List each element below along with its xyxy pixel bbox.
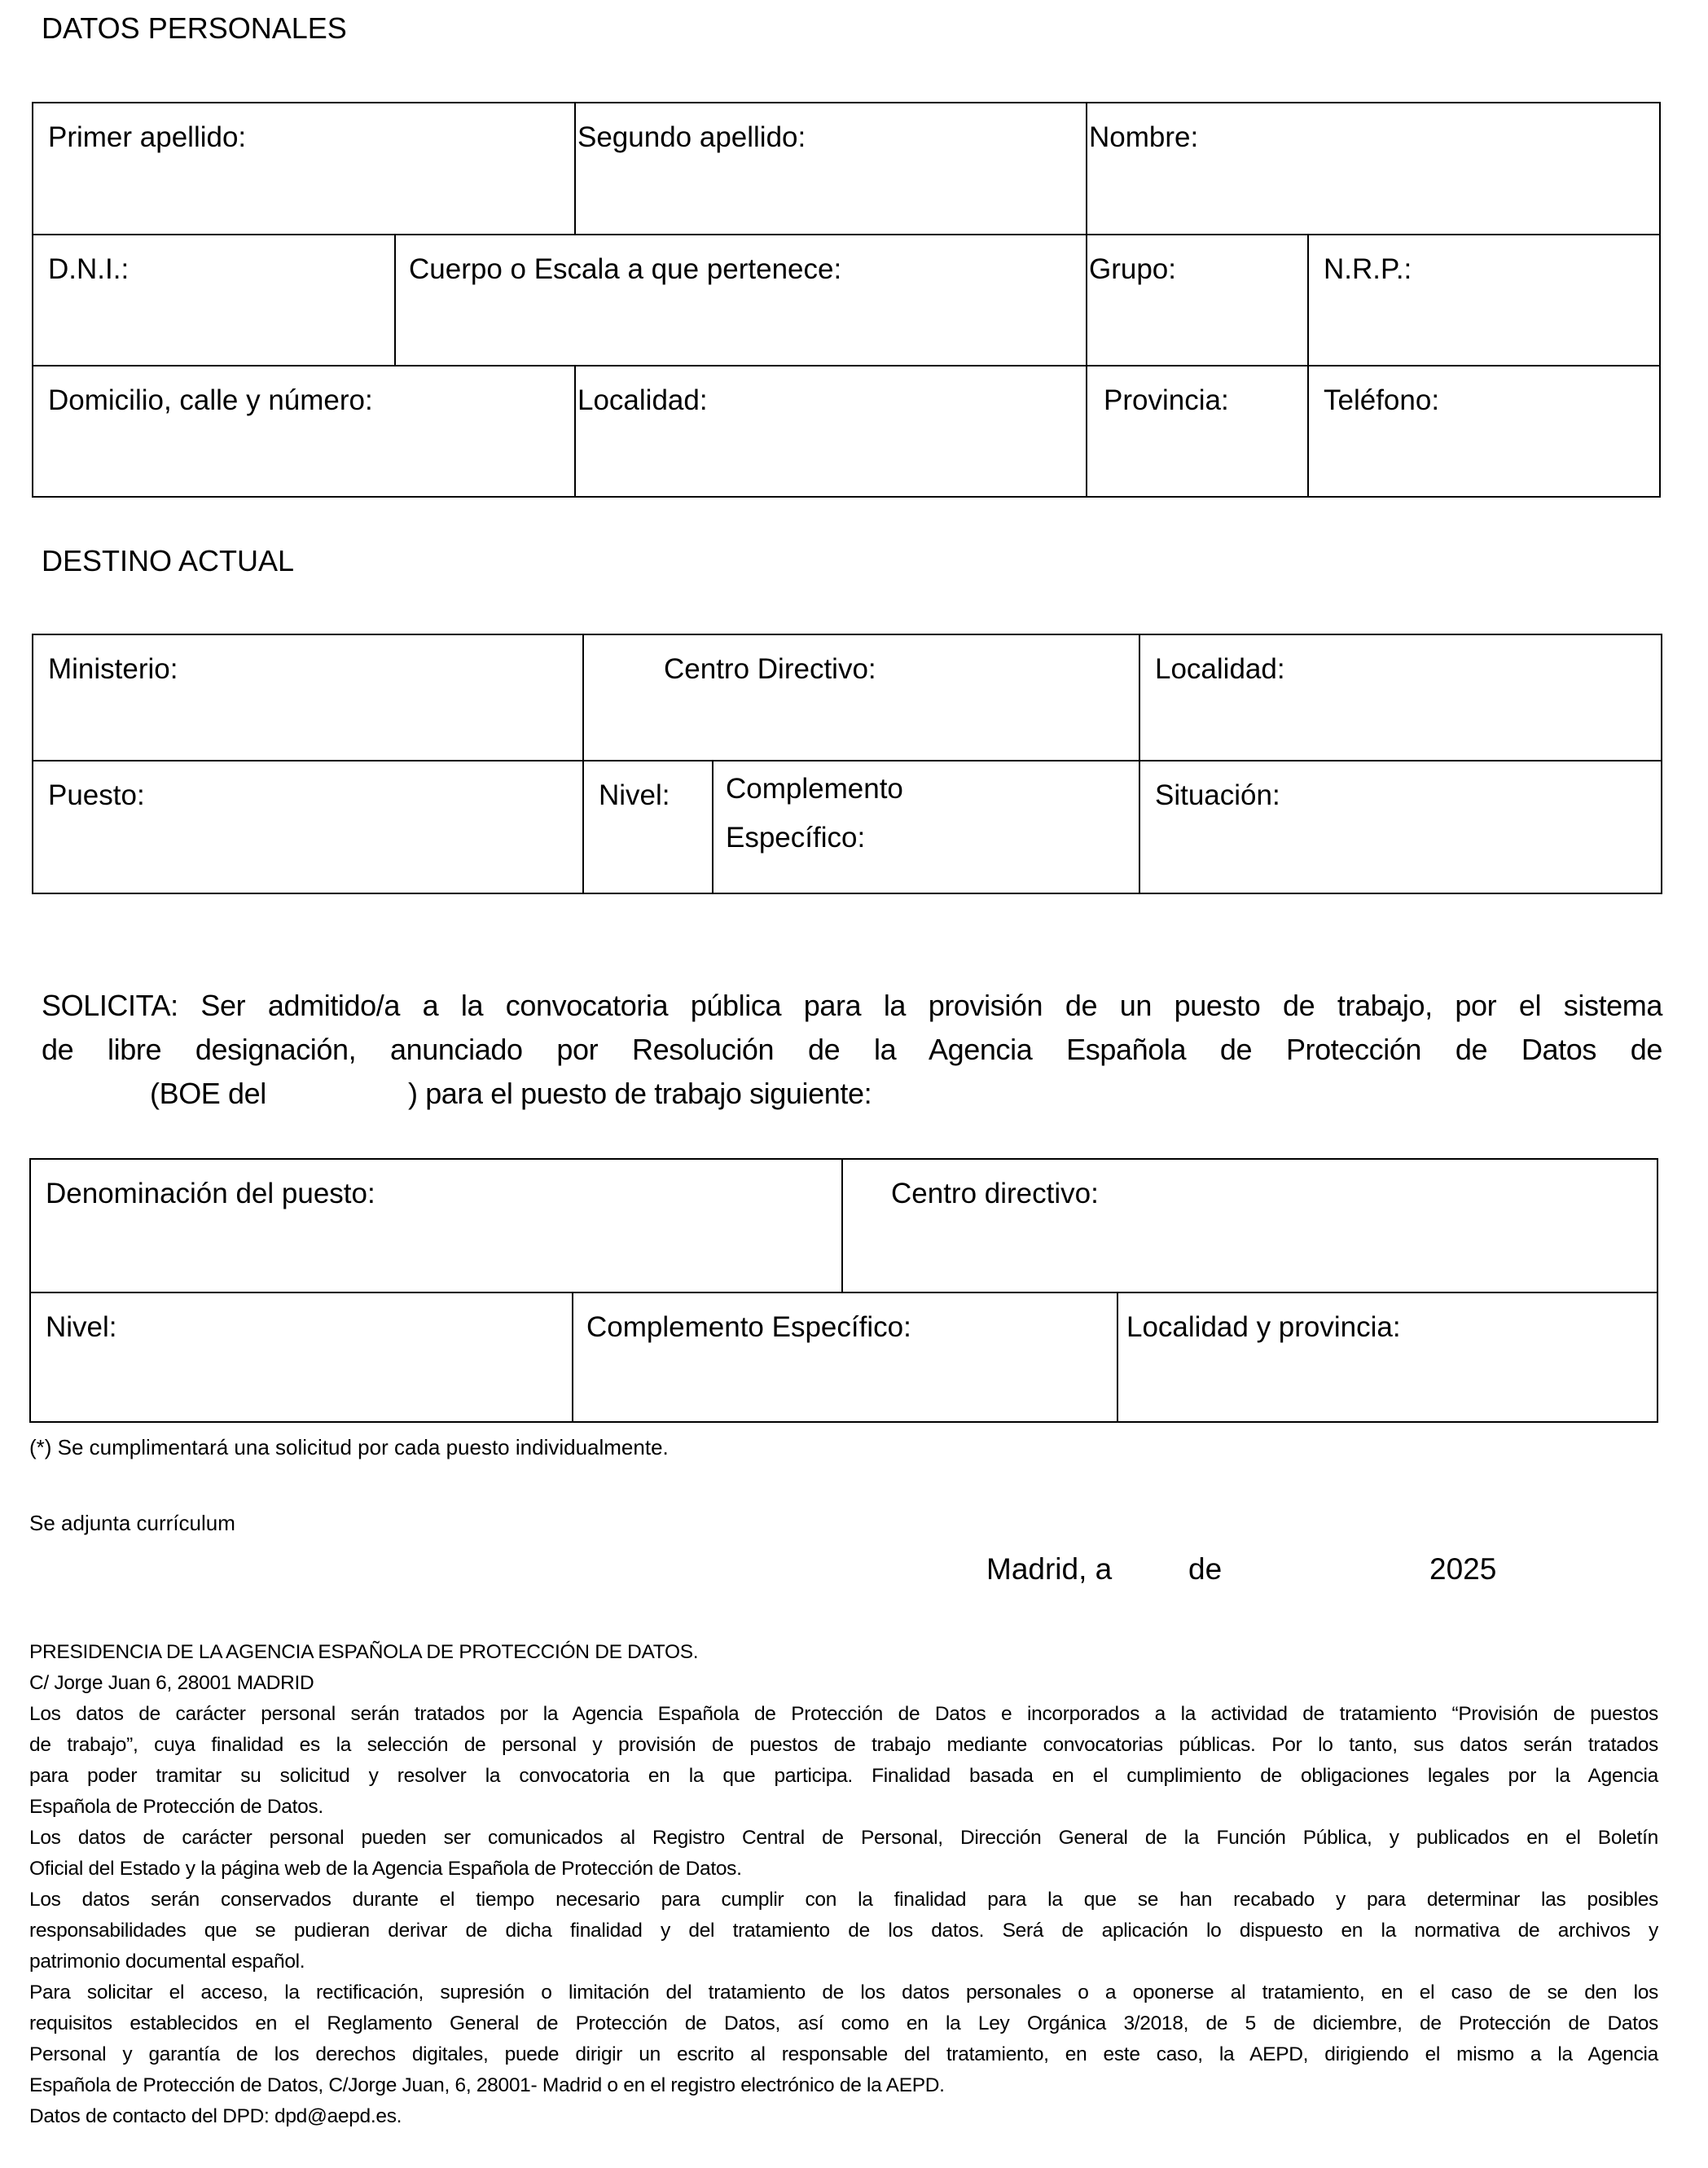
footer-line: Los datos serán conservados durante el tiempo necesario para cumplir con la finalidad para la que se han recabado y para determinar las posibles	[29, 1889, 1658, 1911]
label: Segundo apellido:	[577, 121, 806, 153]
footer-heading: PRESIDENCIA DE LA AGENCIA ESPAÑOLA DE PROTECCIÓN DE DATOS.	[29, 1641, 699, 1663]
request-line-end: ) para el puesto de trabajo siguiente:	[408, 1077, 872, 1110]
footer-line: Española de Protección de Datos.	[29, 1796, 323, 1818]
footer-line: Los datos de carácter personal pueden ser comunicados al Registro Central de Personal, Dirección General de la Función Pública, y publicados en el Boletín	[29, 1827, 1658, 1849]
footer-line: requisitos establecidos en el Reglamento General de Protección de Datos, así como en la Ley Orgánica 3/2018, de 5 de diciembre, de Protección de Datos	[29, 2012, 1658, 2034]
label-line-2: Específico:	[726, 822, 866, 854]
label: Puesto:	[48, 779, 145, 811]
field-nombre[interactable]	[1086, 102, 1661, 235]
label: Grupo:	[1089, 253, 1176, 285]
footer-line: Personal y garantía de los derechos digitales, puede dirigir un escrito al responsable del tratamiento, en este caso, la AEPD, dirigiendo el mismo a la Agencia	[29, 2043, 1658, 2065]
label: Localidad:	[577, 384, 708, 416]
field-localidad-provincia[interactable]	[1117, 1292, 1658, 1423]
footer-line: patrimonio documental español.	[29, 1951, 305, 1973]
field-primer-apellido[interactable]	[32, 102, 576, 235]
footer-line: Los datos de carácter personal serán tratados por la Agencia Española de Protección de Datos e incorporados a la actividad de tratamiento “Provisión de puestos	[29, 1703, 1658, 1725]
section-title-destino-actual: DESTINO ACTUAL	[42, 544, 295, 577]
label: Ministerio:	[48, 653, 178, 685]
label: Localidad y provincia:	[1126, 1311, 1401, 1343]
request-paragraph	[42, 984, 1662, 1116]
label: Localidad:	[1155, 653, 1285, 685]
label: Denominación del puesto:	[46, 1178, 375, 1209]
footer-line: Española de Protección de Datos, C/Jorge Juan, 6, 28001- Madrid o en el registro electrónico de la AEPD.	[29, 2074, 945, 2096]
label: Cuerpo o Escala a que pertenece:	[409, 253, 842, 285]
request-line: de libre designación, anunciado por Resolución de la Agencia Española de Protección de Datos de	[42, 1033, 1662, 1066]
field-segundo-apellido[interactable]	[574, 102, 1087, 235]
label: Nivel:	[46, 1311, 117, 1343]
field-ministerio[interactable]	[32, 634, 584, 761]
request-boe-text: (BOE del	[150, 1077, 266, 1110]
label: Complemento Específico:	[586, 1311, 911, 1343]
note-one-request-per-post: (*) Se cumplimentará una solicitud por cada puesto individualmente.	[29, 1435, 669, 1459]
date-year: 2025	[1429, 1552, 1497, 1586]
footer-line: Oficial del Estado y la página web de la Agencia Española de Protección de Datos.	[29, 1858, 742, 1880]
field-nivel-puesto[interactable]	[29, 1292, 573, 1423]
date-de: de	[1188, 1552, 1223, 1586]
label-line-1: Complemento	[726, 773, 903, 805]
field-puesto[interactable]	[32, 760, 584, 894]
footer-line: responsabilidades que se pudieran derivar de dicha finalidad y del tratamiento de los datos. Será de aplicación lo dispuesto en la normativa de archivos y	[29, 1920, 1658, 1942]
data-protection-footer	[29, 1637, 1658, 2132]
footer-address: C/ Jorge Juan 6, 28001 MADRID	[29, 1672, 314, 1694]
footer-contact: Datos de contacto del DPD: dpd@aepd.es.	[29, 2105, 402, 2127]
field-complemento-especifico-puesto[interactable]	[572, 1292, 1118, 1423]
field-localidad[interactable]	[574, 365, 1087, 498]
footer-line: de trabajo”, cuya finalidad es la selección de personal y provisión de puestos de trabajo mediante convocatorias públicas. Por lo tanto, sus datos serán tratados	[29, 1734, 1658, 1756]
date-city: Madrid, a	[986, 1552, 1113, 1586]
label: Primer apellido:	[48, 121, 247, 153]
field-provincia[interactable]	[1086, 365, 1309, 498]
field-cuerpo-escala[interactable]	[394, 234, 1087, 366]
request-line: SOLICITA: Ser admitido/a a la convocatoria pública para la provisión de un puesto de trabajo, por el sistema	[42, 989, 1662, 1022]
section-title-datos-personales: DATOS PERSONALES	[42, 11, 347, 45]
field-denominacion-puesto[interactable]	[29, 1158, 843, 1293]
label: Nivel:	[599, 779, 670, 811]
field-telefono[interactable]	[1307, 365, 1661, 498]
label: N.R.P.:	[1324, 253, 1412, 285]
field-centro-directivo-puesto[interactable]	[841, 1158, 1658, 1293]
attachment-note: Se adjunta currículum	[29, 1511, 235, 1535]
field-nivel-destino[interactable]	[582, 760, 713, 894]
label: Provincia:	[1104, 384, 1229, 416]
field-domicilio[interactable]	[32, 365, 576, 498]
label: D.N.I.:	[48, 253, 130, 285]
label: Teléfono:	[1324, 384, 1440, 416]
field-complemento-especifico-destino[interactable]	[712, 760, 1140, 894]
field-centro-directivo[interactable]	[582, 634, 1140, 761]
label: Centro directivo:	[891, 1178, 1099, 1209]
label: Situación:	[1155, 779, 1280, 811]
label: Domicilio, calle y número:	[48, 384, 373, 416]
field-localidad-destino[interactable]	[1139, 634, 1662, 761]
label: Centro Directivo:	[664, 653, 876, 685]
field-dni[interactable]	[32, 234, 396, 366]
field-situacion[interactable]	[1139, 760, 1662, 894]
label: Nombre:	[1089, 121, 1199, 153]
footer-line: Para solicitar el acceso, la rectificación, supresión o limitación del tratamiento de los datos personales o a oponerse al tratamiento, en el caso de se den los	[29, 1981, 1658, 2003]
field-nrp[interactable]	[1307, 234, 1661, 366]
field-grupo[interactable]	[1086, 234, 1309, 366]
footer-line: para poder tramitar su solicitud y resolver la convocatoria en la que participa. Finalidad basada en el cumplimiento de obligaciones legales por la Agencia	[29, 1765, 1658, 1787]
